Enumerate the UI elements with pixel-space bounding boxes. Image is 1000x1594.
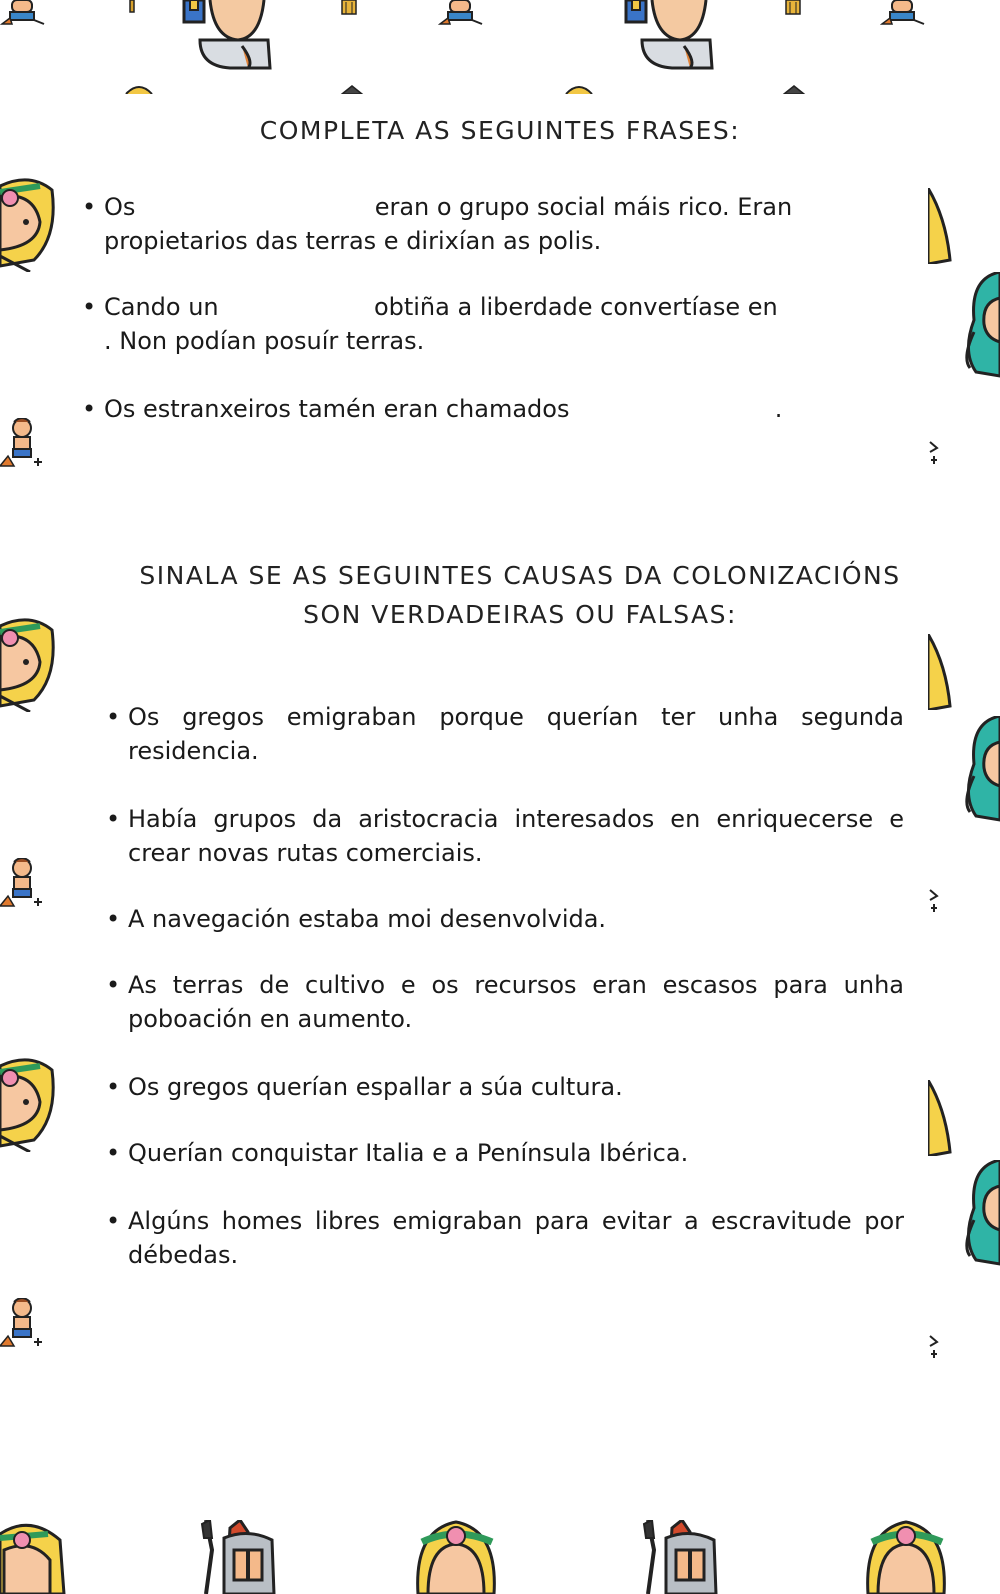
item-text-before: Cando un xyxy=(104,293,219,321)
helmet-tip-icon xyxy=(782,84,806,94)
item-text-after: eran o grupo social máis rico. Eran propietarios das terras e dirixían as polis. xyxy=(104,193,793,255)
small-tree-icon xyxy=(126,0,138,14)
greek-man-icon xyxy=(0,1298,48,1348)
bullet: • xyxy=(106,805,121,833)
soldier-bust-icon xyxy=(622,0,722,72)
true-false-item[interactable] xyxy=(106,1070,904,1104)
true-false-item[interactable] xyxy=(106,700,904,768)
small-mark-icon xyxy=(928,1334,940,1360)
bullet: • xyxy=(106,971,121,999)
fill-in-item-3 xyxy=(82,392,866,426)
greek-man-icon xyxy=(0,858,48,908)
yellow-hair-edge-icon xyxy=(928,188,954,264)
item-text-before: Os estranxeiros tamén eran chamados xyxy=(104,395,570,423)
temple-icon xyxy=(784,0,802,16)
bullet: • xyxy=(82,293,97,321)
sun-hat-icon xyxy=(564,84,594,94)
soldier-bust-icon xyxy=(180,0,280,72)
goddess-face-icon xyxy=(0,1056,62,1152)
goddess-face-icon xyxy=(0,616,62,712)
statement-text: Algúns homes libres emigraban para evitar a escravitude por débedas. xyxy=(128,1207,904,1269)
bullet: • xyxy=(82,395,97,423)
goddess-face-icon xyxy=(0,1520,70,1594)
small-mark-icon xyxy=(928,440,940,466)
bullet: • xyxy=(106,905,121,933)
true-false-item[interactable] xyxy=(106,1136,904,1170)
bullet: • xyxy=(106,703,121,731)
item-text-after: . xyxy=(774,395,783,423)
section2-title-line1: SINALA SE AS SEGUINTES CAUSAS DA COLONIZACIÓNS xyxy=(139,561,901,590)
true-false-item[interactable] xyxy=(106,968,904,1036)
bullet: • xyxy=(106,1207,121,1235)
temple-icon xyxy=(340,0,358,16)
bullet: • xyxy=(82,193,97,221)
item-text-line2: . Non podían posuír terras. xyxy=(104,327,425,355)
true-false-item[interactable] xyxy=(106,802,904,870)
statement-text: A navegación estaba moi desenvolvida. xyxy=(128,905,607,933)
item-text-after: obtiña a liberdade convertíase en xyxy=(373,293,778,321)
statement-text: Había grupos da aristocracia interesados en enriquecerse e crear novas rutas comerciais. xyxy=(128,805,904,867)
top-decoration-band xyxy=(0,0,1000,95)
goddess-face-icon xyxy=(0,176,62,272)
section1-title: COMPLETA AS SEGUINTES FRASES: xyxy=(259,116,741,145)
yellow-hair-edge-icon xyxy=(928,634,954,710)
teal-figure-icon xyxy=(962,716,1000,824)
teal-figure-icon xyxy=(962,272,1000,380)
spartan-warrior-icon xyxy=(640,1520,722,1594)
statement-text: Querían conquistar Italia e a Península Ibérica. xyxy=(128,1139,689,1167)
sun-hat-icon xyxy=(124,84,154,94)
greek-man-icon xyxy=(0,0,46,26)
bullet: • xyxy=(106,1073,121,1101)
small-mark-icon xyxy=(928,888,940,914)
true-false-item[interactable] xyxy=(106,902,904,936)
yellow-hair-edge-icon xyxy=(928,1080,954,1156)
goddess-face-icon xyxy=(414,1520,500,1594)
greek-man-icon xyxy=(0,418,48,468)
helmet-tip-icon xyxy=(340,84,364,94)
section2-title-line2: SON VERDADEIRAS OU FALSAS: xyxy=(303,600,737,629)
spartan-warrior-icon xyxy=(198,1520,280,1594)
statement-text: Os gregos emigraban porque querían ter unha segunda residencia. xyxy=(128,703,904,765)
true-false-item[interactable] xyxy=(106,1204,904,1272)
fill-in-item-2 xyxy=(82,290,866,358)
greek-man-icon xyxy=(880,0,926,26)
item-text-before: Os xyxy=(104,193,136,221)
fill-in-item-1 xyxy=(82,190,866,258)
statement-text: Os gregos querían espallar a súa cultura. xyxy=(128,1073,623,1101)
teal-figure-icon xyxy=(962,1160,1000,1268)
statement-text: As terras de cultivo e os recursos eran escasos para unha poboación en aumento. xyxy=(128,971,904,1033)
bullet: • xyxy=(106,1139,121,1167)
goddess-face-icon xyxy=(864,1520,950,1594)
greek-man-icon xyxy=(438,0,484,26)
